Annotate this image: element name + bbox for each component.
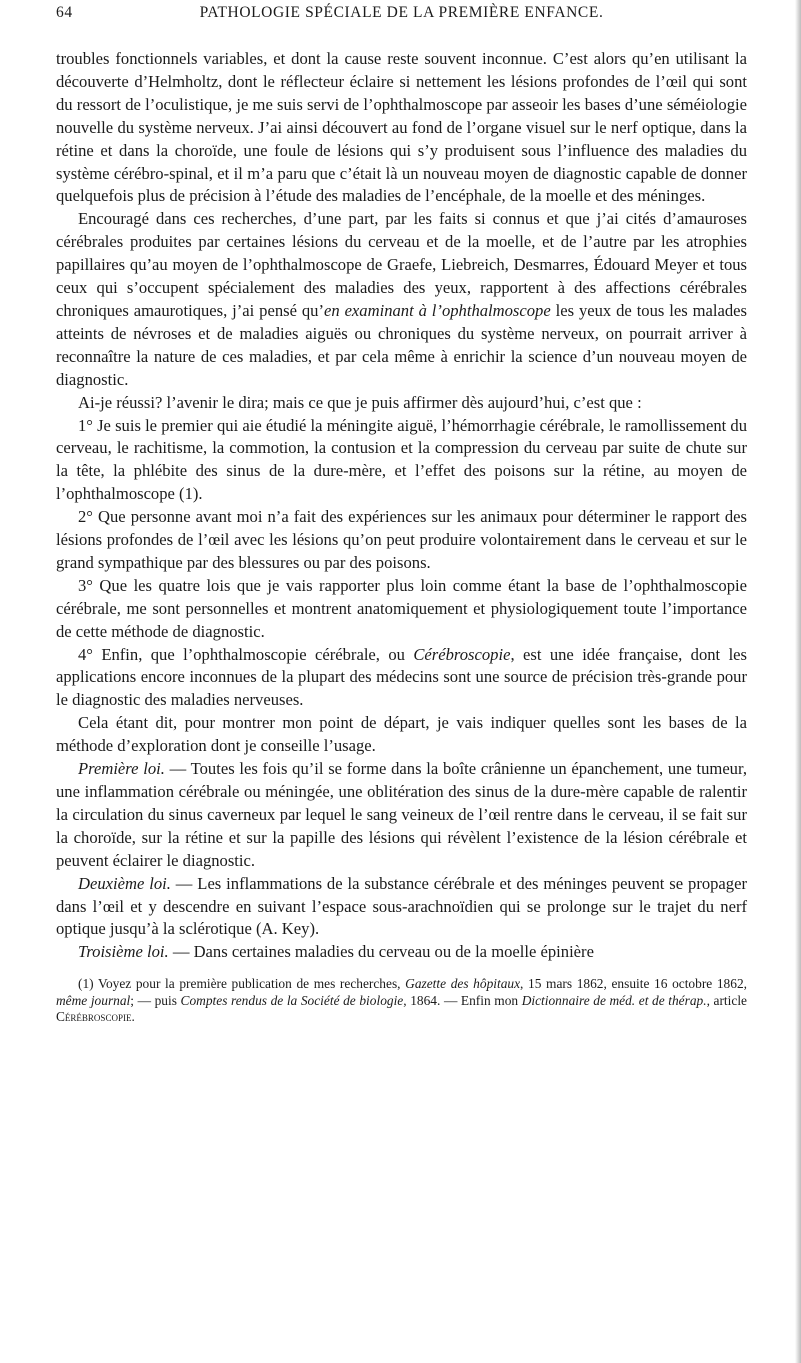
running-title: PATHOLOGIE SPÉCIALE DE LA PREMIÈRE ENFANCE. <box>199 4 604 21</box>
law-heading: Troisième loi. <box>78 942 169 962</box>
list-item-1 <box>56 415 747 507</box>
footnote-italic: Gazette des hôpitaux <box>405 976 521 992</box>
paragraph-text: troubles fonctionnels variables, et dont la cause reste souvent inconnue. C’est alors qu’en utilisant la découverte d’Helmholtz, dont le réflecteur éclaire si nettement les lésions profondes de l’œil qui sont du ressort de l’oculistique, je me suis servi de l’ophthalmoscope par asseoir les bases d’une séméiologie nouvelle du système nerveux. J’ai ainsi découvert au fond de l’organe visuel sur le nerf optique, dans la rétine et dans la choroïde, une foule de lésions qui s’y produisent sous l’influence des maladies du système cérébro-spinal, et il m’a paru que c’était là un nouveau moyen de diagnostic capable de donner quelquefois plus de précision à l’étude des maladies de l’encéphale, de la moelle et des méninges. <box>56 49 747 206</box>
paragraph-text: — Toutes les fois qu’il se forme dans la boîte crânienne un épanchement, une tumeur, une inflammation cérébrale ou méningée, une oblitération des sinus de la dure-mère capable de ralentir la circulation du sinus caverneux par lequel le sang veineux de l’œil rentre dans le cerveau, il se fait sur la choroïde, sur la rétine et sur la papille des lésions qui révèlent l’existence de la lésion cérébrale et peuvent éclairer le diagnostic. <box>56 759 747 870</box>
paragraph-text: — Les inflammations de la substance cérébrale et des méninges peuvent se propager dans l’œil et y descendre en suivant l’espace sous-arachnoïdien qui se prolonge sur le trajet du nerf optique jusqu’à la sclérotique (A. Key). <box>56 873 747 939</box>
list-item-4 <box>56 644 747 713</box>
paragraph-text: , est une idée française, dont les applications encore inconnues de la plupart des médecins sont une source de précision très-grande pour le diagnostic des maladies nerveuses. <box>56 644 747 710</box>
footnote-italic: Comptes rendus de la Société de biologie <box>180 992 404 1008</box>
paragraph <box>56 48 747 208</box>
footnote-italic: Dictionnaire de méd. et de thérap. <box>521 992 707 1008</box>
emphasis-text: Cérébroscopie <box>413 644 511 664</box>
footnote-part: , 15 mars 1862, ensuite 16 octobre 1862, <box>520 976 747 992</box>
paragraph-text: Ai-je réussi? l’avenir le dira; mais ce que je puis affirmer dès aujourd’hui, c’est que : <box>78 392 642 412</box>
paragraph <box>56 392 747 415</box>
paragraph-text: 3° Que les quatre lois que je vais rapporter plus loin comme étant la base de l’ophthalmoscopie cérébrale, me sont personnelles et montrent anatomiquement et physiologiquement toute l’importance de cette méthode de diagnostic. <box>56 575 747 641</box>
body-text <box>56 48 747 964</box>
law-3 <box>56 941 747 964</box>
footnote-part: . <box>131 1009 135 1025</box>
footnote <box>56 976 747 1025</box>
footnote-part: , article <box>706 992 747 1008</box>
paragraph-text: 4° Enfin, que l’ophthalmoscopie cérébrale, ou <box>78 644 414 664</box>
emphasis-text: en examinant à l’ophthalmoscope <box>324 300 551 320</box>
law-1 <box>56 758 747 873</box>
paragraph-text: Cela étant dit, pour montrer mon point de départ, je vais indiquer quelles sont les bases de la méthode d’exploration dont je conseille l’usage. <box>56 713 747 756</box>
footnote-part: (1) Voyez pour la première publication de mes recherches, <box>78 976 406 992</box>
paragraph-text: les yeux de tous les malades atteints de névroses et de maladies aiguës ou chroniques du système nerveux, on pourrait arriver à reconnaître la nature de ces maladies, et par cela même à enrichir la science d’un nouveau moyen de diagnostic. <box>56 300 747 389</box>
law-heading: Première loi. <box>78 759 165 779</box>
list-item-3 <box>56 575 747 644</box>
paragraph <box>56 208 747 391</box>
page-edge-shadow <box>795 0 801 1363</box>
page-number: 64 <box>56 4 73 21</box>
list-item-2 <box>56 506 747 575</box>
running-header <box>56 0 747 48</box>
footnote-part: , 1864. — Enfin mon <box>403 992 522 1008</box>
law-heading: Deuxième loi. <box>78 873 171 893</box>
law-2 <box>56 873 747 942</box>
paragraph-text: 2° Que personne avant moi n’a fait des expériences sur les animaux pour déterminer le rapport des lésions profondes de l’œil avec les lésions qu’on peut produire volontairement dans le cerveau et sur le grand sympathique par des blessures ou par des poisons. <box>56 507 747 572</box>
paragraph-text: 1° Je suis le premier qui aie étudié la méningite aiguë, l’hémorrhagie cérébrale, le ramollissement du cerveau, le rachitisme, la commotion, la contusion et la compression du cerveau par suite de chute sur la tête, la phlébite des sinus de la dure-mère, et l’effet des poisons sur la rétine, au moyen de l’ophthalmoscope (1). <box>56 415 747 504</box>
footnote-smallcaps: Cérébroscopie <box>56 1009 132 1025</box>
paragraph <box>56 712 747 758</box>
footnote-text <box>56 976 747 1025</box>
paragraph-text: — Dans certaines maladies du cerveau ou de la moelle épinière <box>168 942 594 962</box>
paragraph-text: Encouragé dans ces recherches, d’une part, par les faits si connus et que j’ai cités d’amauroses cérébrales produites par certaines lésions du cerveau et de la moelle, et de l’autre par les atrophies papillaires qu’au moyen de l’ophthalmoscope de Graefe, Liebreich, Desmarres, Édouard Meyer et tous ceux qui s’occupent spécialement des maladies des yeux, rapportent à des affections cérébrales chroniques amaurotiques, j’ai pensé qu’ <box>56 209 747 320</box>
footnote-part: ; — puis <box>130 992 181 1008</box>
footnote-italic: même journal <box>56 992 131 1008</box>
